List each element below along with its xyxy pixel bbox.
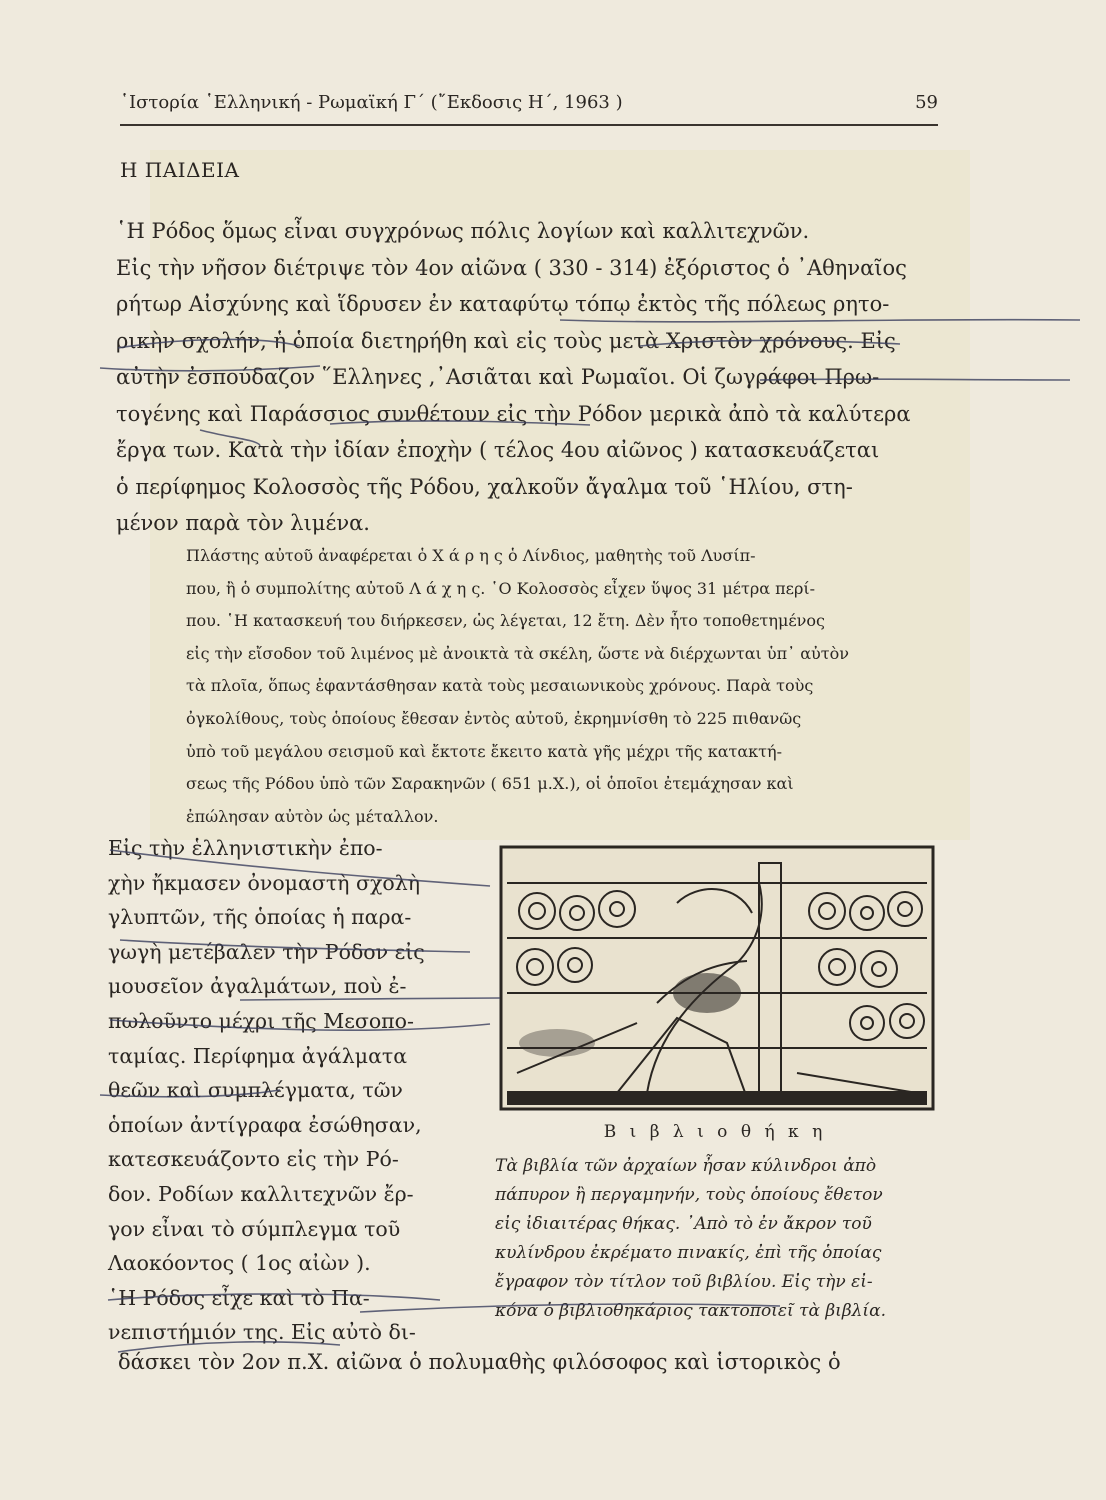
column-line: γον εἶναι τὸ σύμπλεγμα τοῦ [108,1216,401,1241]
figure-title: Β ι β λ ι ο θ ή κ η [603,1122,827,1142]
footnote-line: ὑπὸ τοῦ μεγάλου σεισμοῦ καὶ ἔκτοτε ἔκειτο κατὰ γῆς μέχρι τῆς κατακτή- [186,741,783,761]
column-line: κατεσκευάζοντο εἰς τὴν Ρό- [108,1147,399,1172]
caption-line: Τὰ βιβλία τῶν ἀρχαίων ἦσαν κύλινδροι ἀπὸ [495,1156,877,1176]
column-line: Εἰς τὴν ἑλληνιστικὴν ἐπο- [108,836,383,860]
caption-line: εἰς ἰδιαιτέρας θήκας. ᾿Απὸ τὸ ἐν ἄκρον τοῦ [495,1214,872,1234]
left-column-paragraph [108,831,478,1350]
column-line: δον. Ροδίων καλλιτεχνῶν ἔρ- [108,1181,414,1206]
footnote-line: Πλάστης αὐτοῦ ἀναφέρεται ὁ Χ ά ρ η ς ὁ Λίνδιος, μαθητὴς τοῦ Λυσίπ- [186,546,756,565]
library-woodcut-illustration [497,843,937,1161]
caption-line: πάπυρον ἢ περγαμηνήν, τοὺς ὁποίους ἔθετον [495,1185,883,1205]
section-title: Η ΠΑΙΔΕΙΑ [120,158,240,182]
column-line: πωλοῦντο μέχρι τῆς Μεσοπο- [108,1008,414,1033]
continuation-line: δάσκει τὸν 2ον π.Χ. αἰῶνα ὁ πολυμαθὴς φιλόσοφος καὶ ἱστορικὸς ὁ [118,1350,841,1374]
footnote-line: που, ἢ ὁ συμπολίτης αὐτοῦ Λ ά χ η ς. ῾Ο Κολοσσὸς εἶχεν ὕψος 31 μέτρα περί- [186,578,816,598]
column-line: θεῶν καὶ συμπλέγματα, τῶν [108,1078,403,1103]
column-line: νεπιστήμιόν της. Εἰς αὐτὸ δι- [108,1320,416,1345]
column-line: ὁποίων ἀντίγραφα ἐσώθησαν, [108,1112,422,1137]
footnote-line: ὀγκολίθους, τοὺς ὁποίους ἔθεσαν ἐντὸς αὐτοῦ, ἐκρημνίσθη τὸ 225 πιθανῶς [186,708,802,728]
text-line: τογένης καὶ Παράσσιος συνθέτουν εἰς τὴν Ρόδον μερικὰ ἀπὸ τὰ καλύτερα [116,401,911,426]
running-header [120,92,938,122]
text-line: ῾Η Ρόδος ὅμως εἶναι συγχρόνως πόλις λογίων καὶ καλλιτεχνῶν. [116,219,810,243]
caption-line: κυλίνδρου ἐκρέματο πινακίς, ἐπὶ τῆς ὁποίας [495,1243,882,1263]
text-line: ἔργα των. Κατὰ τὴν ἰδίαν ἐποχὴν ( τέλος 4ου αἰῶνος ) κατασκευάζεται [116,438,880,462]
column-line: γωγὴ μετέβαλεν τὴν Ρόδον εἰς [108,939,425,964]
footnote-paragraph [186,540,942,833]
text-line: Εἰς τὴν νῆσον διέτριψε τὸν 4ον αἰῶνα ( 330 - 314) ἐξόριστος ὁ ᾿Αθηναῖος [116,255,907,280]
caption-line: κόνα ὁ βιβλιοθηκάριος τακτοποιεῖ τὰ βιβλία. [495,1301,886,1321]
footnote-line: σεως τῆς Ρόδου ὑπὸ τῶν Σαρακηνῶν ( 651 μ.Χ.), οἱ ὁποῖοι ἐτεμάχησαν καὶ [186,774,794,794]
text-line: ρικὴν σχολήν, ἡ ὁποία διετηρήθη καὶ εἰς τοὺς μετὰ Χριστὸν χρόνους. Εἰς [116,328,896,353]
column-line: μουσεῖον ἀγαλμάτων, ποὺ ἐ- [108,974,407,999]
footnote-line: που. ῾Η κατασκευή του διήρκεσεν, ὡς λέγεται, 12 ἔτη. Δὲν ἦτο τοποθετημένος [186,611,825,631]
column-line: χὴν ἤκμασεν ὀνομαστὴ σχολὴ [108,870,421,895]
column-line: ταμίας. Περίφημα ἀγάλματα [108,1043,408,1068]
text-line: ρήτωρ Αἰσχύνης καὶ ἵδρυσεν ἐν καταφύτῳ τόπῳ ἐκτὸς τῆς πόλεως ρητο- [116,292,890,316]
footnote-line: ἐπώλησαν αὐτὸν ὡς μέταλλον. [186,806,439,826]
column-line: γλυπτῶν, τῆς ὁποίας ἡ παρα- [108,905,412,930]
text-line: ὁ περίφημος Κολοσσὸς τῆς Ρόδου, χαλκοῦν ἄγαλμα τοῦ ῾Ηλίου, στη- [116,474,853,499]
text-line: μένον παρὰ τὸν λιμένα. [116,511,370,535]
caption-line: ἔγραφον τὸν τίτλον τοῦ βιβλίου. Εἰς τὴν εἰ- [495,1272,873,1292]
main-paragraph [116,213,942,542]
header-rule [120,124,938,126]
footnote-line: τὰ πλοῖα, ὅπως ἐφαντάσθησαν κατὰ τοὺς μεσαιωνικοὺς χρόνους. Παρὰ τοὺς [186,676,814,696]
column-line: Λαοκόοντος ( 1ος αἰὼν ). [108,1251,371,1276]
text-line: αὐτὴν ἐσπούδαζον ῞Ελληνες ,᾿Ασιᾶται καὶ Ρωμαῖοι. Οἱ ζωγράφοι Πρω- [116,365,880,389]
page-number: 59 [915,92,938,113]
footnote-line: εἰς τὴν εἴσοδον τοῦ λιμένος μὲ ἀνοικτὰ τὰ σκέλη, ὥστε νὰ διέρχωνται ὑπ᾿ αὐτὸν [186,643,849,663]
figure-caption [495,1152,940,1326]
running-title: ῾Ιστορία ῾Ελληνική - Ρωμαϊκή Γ΄ (῎Εκδοσις Η΄, 1963 ) [120,92,623,113]
column-line: ῾Η Ρόδος εἶχε καὶ τὸ Πα- [108,1285,370,1310]
